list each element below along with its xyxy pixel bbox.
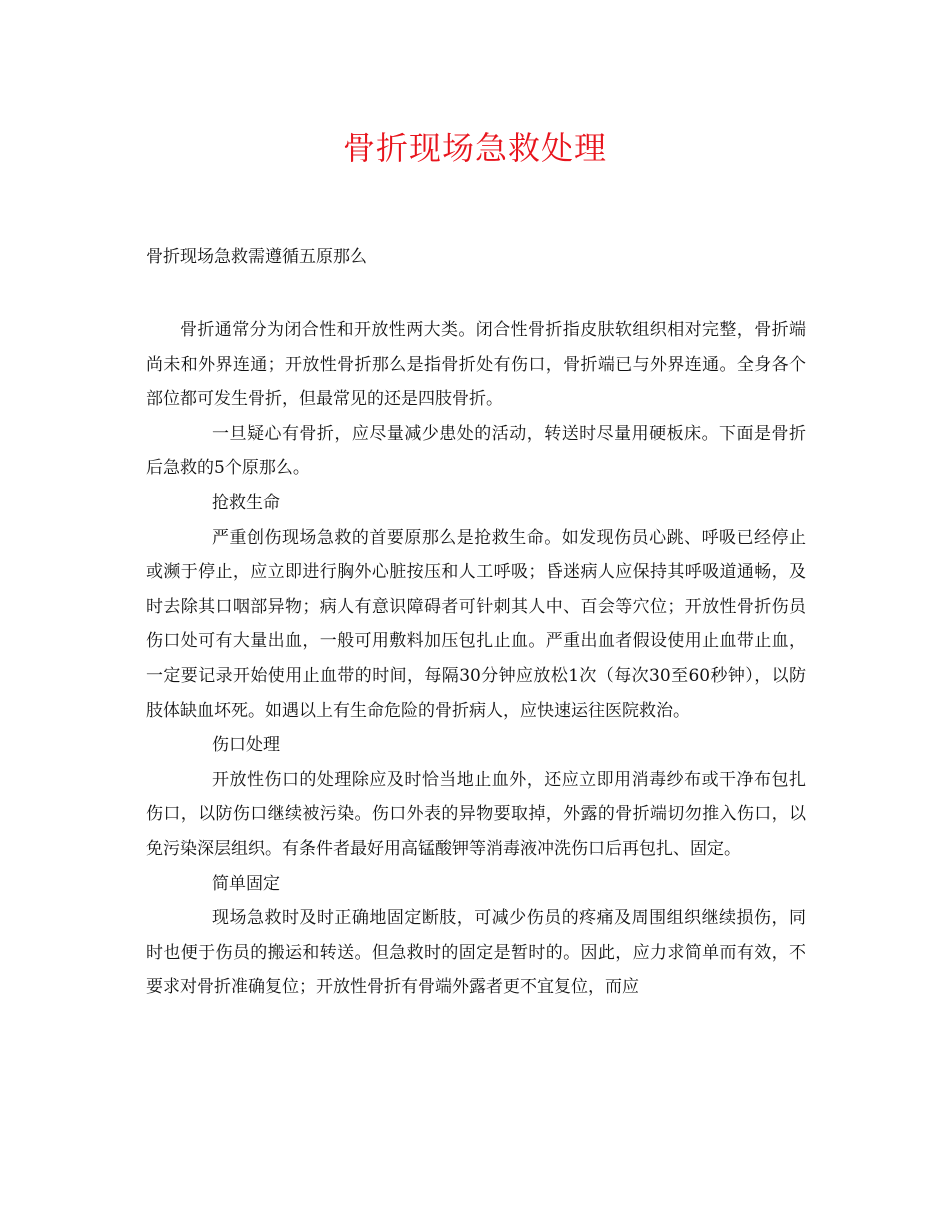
paragraph-wound-care: 开放性伤口的处理除应及时恰当地止血外，还应立即用消毒纱布或干净布包扎伤口，以防伤口继续被污染。伤口外表的异物要取掉，外露的骨折端切勿推入伤口，以免污染深层组织。有条件者最好用高锰酸钾等消毒液冲洗伤口后再包扎、固定。: [146, 769, 806, 859]
paragraph-intro: 骨折通常分为闭合性和开放性两大类。闭合性骨折指皮肤软组织相对完整，骨折端尚未和外界连通；开放性骨折那么是指骨折处有伤口，骨折端已与外界连通。全身各个部位都可发生骨折，但最常见的还是四肢骨折。: [146, 320, 806, 410]
section-heading-simple-fixation: 简单固定: [212, 873, 280, 894]
paragraph-simple-fixation: 现场急救时及时正确地固定断肢，可减少伤员的疼痛及周围组织继续损伤，同时也便于伤员的搬运和转送。但急救时的固定是暂时的。因此，应力求简单而有效，不要求对骨折准确复位；开放性骨折有骨端外露者更不宜复位，而应: [146, 908, 806, 998]
paragraph-save-life: 严重创伤现场急救的首要原那么是抢救生命。如发现伤员心跳、呼吸已经停止或濒于停止，应立即进行胸外心脏按压和人工呼吸；昏迷病人应保持其呼吸道通畅，及时去除其口咽部异物；病人有意识障碍者可针刺其人中、百会等穴位；开放性骨折伤员伤口处可有大量出血，一般可用敷料加压包扎止血。严重出血者假设使用止血带止血，一定要记录开始使用止血带的时间，每隔30分钟应放松1次（每次30至60秒钟），以防肢体缺血坏死。如遇以上有生命危险的骨折病人，应快速运往医院救治。: [146, 527, 806, 721]
section-heading-save-life: 抢救生命: [212, 492, 280, 513]
paragraph-principles-intro: 一旦疑心有骨折，应尽量减少患处的活动，转送时尽量用硬板床。下面是骨折后急救的5个原那么。: [146, 423, 806, 479]
document-subtitle: 骨折现场急救需遵循五原那么: [146, 247, 367, 267]
section-heading-wound-care: 伤口处理: [212, 735, 280, 756]
document-body: [146, 313, 806, 1005]
document-title: 骨折现场急救处理: [342, 129, 607, 167]
